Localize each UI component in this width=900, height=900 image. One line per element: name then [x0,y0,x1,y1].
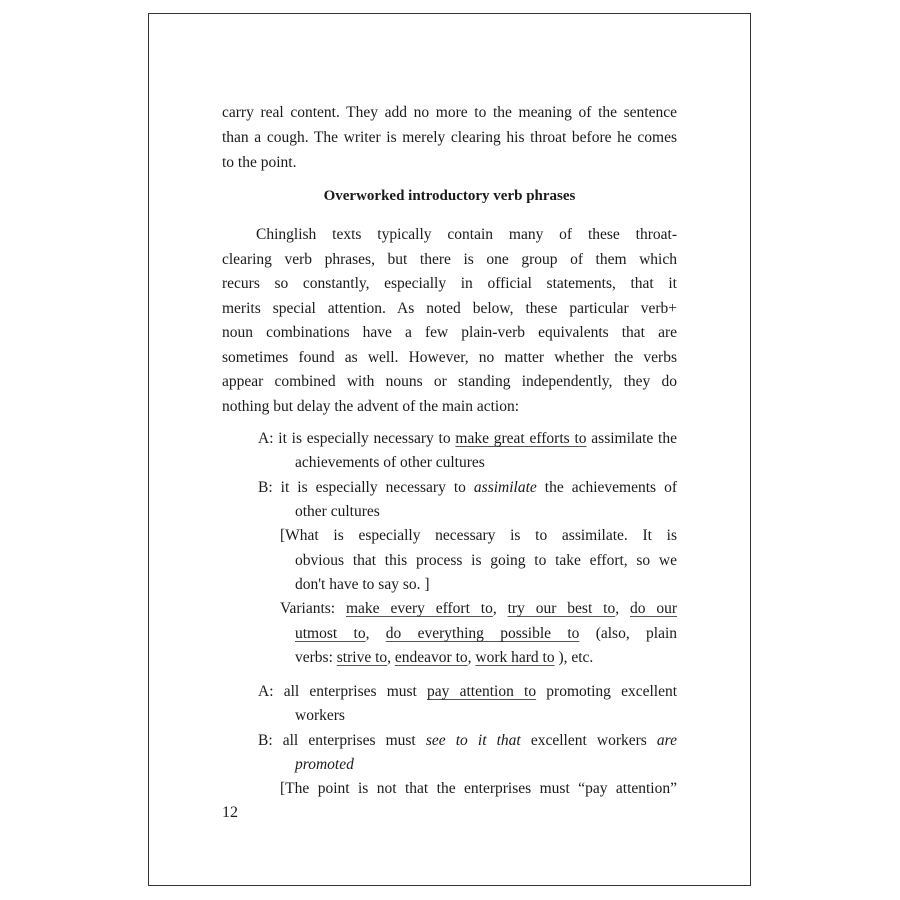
example-b-line [295,502,380,522]
intro-line [222,128,677,148]
text-segment: Chinglish texts typically contain many of these throat- [256,226,677,243]
paragraph-line [222,323,677,343]
paragraph-line [222,348,677,368]
text-segment: promoting excellent [536,683,678,700]
underlined-phrase: try our best to [507,600,616,617]
page-number: 12 [222,804,238,821]
text-segment: [The point is not that the enterprises must “pay attention” [280,780,677,797]
text-segment: , [615,600,630,617]
underlined-phrase: do our [629,600,678,617]
text-segment: clearing verb phrases, but there is one group of them which [222,251,677,268]
example-a-line [258,429,677,449]
intro-line [222,103,677,123]
text-segment: , [365,625,386,642]
variants-line [295,624,677,644]
note-line [280,526,677,546]
example-a-line [295,706,345,726]
underlined-phrase: pay attention to [427,683,537,700]
text-segment: sometimes found as well. However, no matter whether the verbs [222,349,677,366]
underlined-phrase: make every effort to [346,600,493,617]
text-segment: excellent workers [520,732,657,749]
paragraph-line [256,225,677,245]
underlined-phrase: do everything possible to [385,625,580,642]
text-segment: A: it is especially necessary to [258,430,456,447]
example-a-line [258,682,677,702]
text-segment: ), etc. [554,649,594,666]
paragraph-line [222,250,677,270]
text-segment: [What is especially necessary is to assimilate. It is [280,527,677,544]
example-b-line [295,755,354,775]
text-segment: B: it is especially necessary to [258,479,474,496]
text-segment: carry real content. They add no more to the meaning of the sentence [222,104,677,121]
text-segment: to the point. [222,154,297,171]
italic-phrase: see to it that [425,732,521,749]
text-segment: recurs so constantly, especially in official statements, that it [222,275,677,292]
italic-phrase: are [656,732,678,749]
text-segment: workers [295,707,345,724]
text-segment: assimilate the [586,430,677,447]
note-line [280,779,677,799]
paragraph-line [222,372,677,392]
underlined-phrase: utmost to [295,625,366,642]
section-heading: Overworked introductory verb phrases [323,188,576,204]
text-segment: obvious that this process is going to take effort, so we [295,552,677,569]
text-segment: the achievements of [536,479,677,496]
variants-line [295,648,593,668]
text-segment: than a cough. The writer is merely clearing his throat before he comes [222,129,677,146]
text-segment: verbs: [295,649,337,666]
underlined-phrase: work hard to [475,649,555,666]
note-line [295,575,430,595]
text-segment: , [387,649,395,666]
variants-line [280,599,677,619]
text-segment: B: all enterprises must [258,732,426,749]
text-segment: nothing but delay the advent of the main action: [222,398,520,415]
underlined-phrase: strive to [336,649,388,666]
text-segment: appear combined with nouns or standing independently, they do [222,373,677,390]
paragraph-line [222,397,519,417]
note-line [295,551,677,571]
italic-phrase: assimilate [473,479,537,496]
italic-phrase: promoted [295,756,354,773]
example-b-line [258,478,677,498]
text-segment: , [467,649,476,666]
paragraph-line [222,274,677,294]
text-segment: , [492,600,508,617]
paragraph-line [222,299,677,319]
intro-line [222,153,296,173]
text-segment: A: all enterprises must [258,683,428,700]
example-b-line [258,731,677,751]
text-segment: other cultures [295,503,380,520]
text-segment: don't have to say so. ] [295,576,430,593]
underlined-phrase: endeavor to [394,649,468,666]
underlined-phrase: make great efforts to [455,430,587,447]
text-segment: (also, plain [579,625,678,642]
text-segment: merits special attention. As noted below, these particular verb+ [222,300,677,317]
text-segment: noun combinations have a few plain-verb equivalents that are [222,324,677,341]
example-a-line [295,453,485,473]
text-segment: Variants: [280,600,346,617]
text-segment: achievements of other cultures [295,454,485,471]
